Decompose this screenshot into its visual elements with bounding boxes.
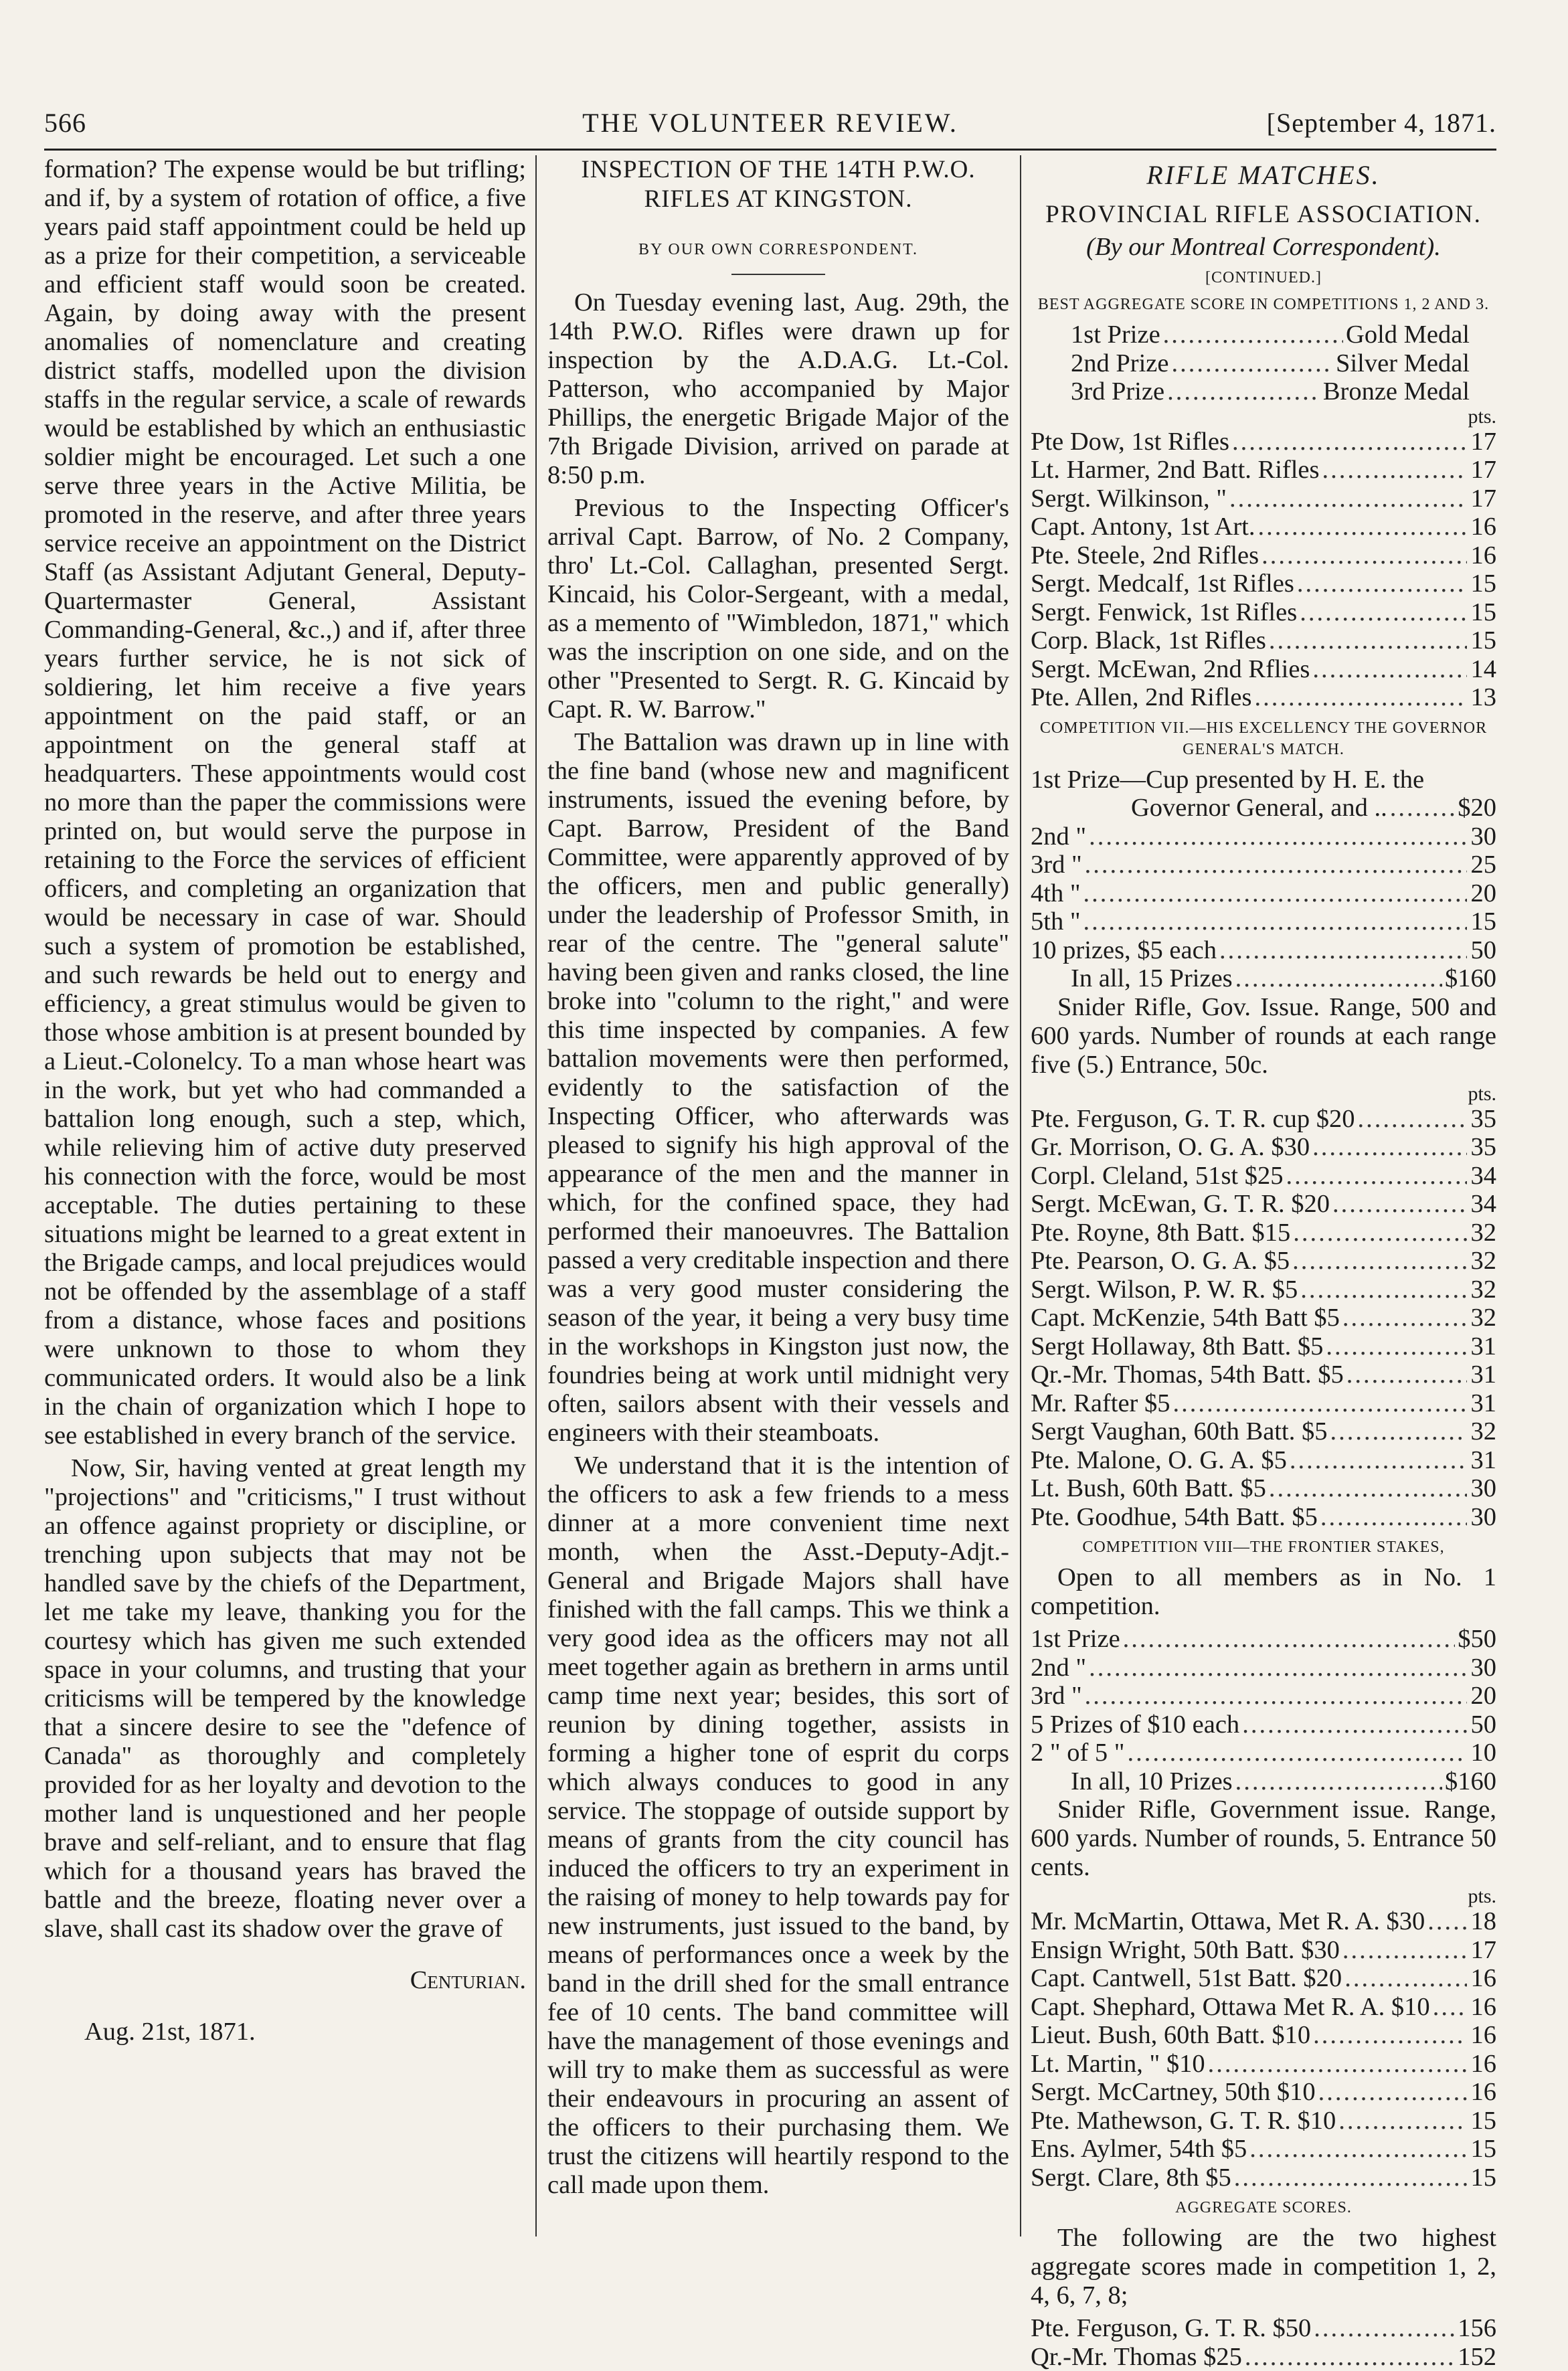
score-row: Pte Dow, 1st Rifles ..... 17: [1031, 428, 1496, 456]
prize-row: 5th " ..... 15: [1031, 907, 1496, 936]
comp8-total: In all, 10 Prizes ..... $160: [1031, 1767, 1496, 1796]
score-row: Pte. Ferguson, G. T. R. cup $20 ..... 35: [1031, 1105, 1496, 1134]
score-row: Qr.-Mr. Thomas $25 ..... 152: [1031, 2343, 1496, 2371]
score-row: Sergt. Fenwick, 1st Rifles ..... 15: [1031, 598, 1496, 627]
score-row: Sergt. McCartney, 50th $10 ..... 16: [1031, 2078, 1496, 2107]
article-paragraph: We understand that it is the intention of the officers to ask a few friends to a mess dinner at a more convenient time next month, when the Asst.-Deputy-Adjt.-General and Brigade Majors shall have finished with the fall camps. This we think a very good idea as the officers may not all meet together again as brethern in arms until camp time next year; besides, this sort of reunion by dining together, assists in forming a higher tone of esprit du corps which always conduces to good in any service. The stoppage of outside support by means of grants from the city council has induced the officers to try an experiment in the raising of money to help towards pay for new instruments, just issued to the band, by means of performances once a week by the band in the drill shed for the small entrance fee of 10 cents. The band committee will have the management of those evenings and will try to make them as successful as were their endeavours in procuring an assent of the officers to their purchasing them. We trust the citizens will heartily respond to the call made upon them.: [547, 1452, 1009, 2200]
letter-dateline: Aug. 21st, 1871.: [84, 2018, 526, 2046]
comp7-total: In all, 15 Prizes ..... $160: [1031, 964, 1496, 993]
best-aggregate-heading: BEST AGGREGATE SCORE IN COMPETITIONS 1, 2 AND 3.: [1031, 294, 1496, 315]
score-row: Qr.-Mr. Thomas, 54th Batt. $5 ..... 31: [1031, 1360, 1496, 1389]
score-row: Mr. Rafter $5 ..... 31: [1031, 1389, 1496, 1418]
article-paragraph: On Tuesday evening last, Aug. 29th, the 14th P.W.O. Rifles were drawn up for inspection by the A.D.A.G. Lt.-Col. Patterson, who accompanied by Major Phillips, the energetic Brigade Major of the 7th Brigade Division, arrived on parade at 8:50 p.m.: [547, 288, 1009, 490]
medal-list: [1031, 321, 1496, 406]
score-row: Pte. Pearson, O. G. A. $5 ..... 32: [1031, 1247, 1496, 1276]
article-byline: BY OUR OWN CORRESPONDENT.: [547, 236, 1009, 264]
header-rule: [44, 149, 1496, 151]
article-paragraph: Previous to the Inspecting Officer's arrival Capt. Barrow, of No. 2 Company, thro' Lt.-Col. Callaghan, presented Sergt. Kincaid, his Color-Sergeant, with a medal, as a memento of "Wimbledon, 1871," which was the inscription on one side, and on the other "Presented to Sergt. R. G. Kincaid by Capt. R. W. Barrow.": [547, 494, 1009, 724]
comp7-first-prize-cont: Governor General, and .. ..... $20: [1031, 794, 1496, 822]
comp7-prize-list: [1031, 822, 1496, 965]
score-row: Sergt Vaughan, 60th Batt. $5 ..... 32: [1031, 1417, 1496, 1446]
publication-title: THE VOLUNTEER REVIEW.: [44, 107, 1496, 139]
score-row: Lt. Harmer, 2nd Batt. Rifles ..... 17: [1031, 456, 1496, 485]
score-row: Sergt. Wilson, P. W. R. $5 ..... 32: [1031, 1276, 1496, 1304]
score-row: Pte. Steele, 2nd Rifles ..... 16: [1031, 541, 1496, 570]
article-title-line-2: RIFLES AT KINGSTON.: [547, 185, 1009, 214]
letter-signature: Centurian.: [44, 1966, 526, 1995]
pts-label: pts.: [1031, 1083, 1496, 1105]
score-row: Pte. Malone, O. G. A. $5 ..... 31: [1031, 1446, 1496, 1475]
aggregate-final-list: [1031, 2314, 1496, 2371]
pts-label: pts.: [1031, 406, 1496, 428]
byline-rule: [731, 274, 825, 275]
score-row: Capt. Antony, 1st Art. ..... 16: [1031, 513, 1496, 541]
score-row: Lt. Martin, " $10 ..... 16: [1031, 2050, 1496, 2079]
prize-row: 3rd " ..... 20: [1031, 1682, 1496, 1710]
score-row: Pte. Allen, 2nd Rifles ..... 13: [1031, 683, 1496, 712]
score-row: Pte. Royne, 8th Batt. $15 ..... 32: [1031, 1219, 1496, 1247]
comp8-prize-list: [1031, 1625, 1496, 1767]
issue-date: [September 4, 1871.: [1267, 107, 1496, 139]
score-row: Ens. Aylmer, 54th $5 ..... 15: [1031, 2135, 1496, 2164]
score-row: Lieut. Bush, 60th Batt. $10 ..... 16: [1031, 2021, 1496, 2050]
column-divider-2: [1020, 155, 1021, 2236]
rifle-matches-title: RIFLE MATCHES.: [1031, 161, 1496, 189]
competition-8-heading: COMPETITION VIII—THE FRONTIER STAKES,: [1031, 1536, 1496, 1558]
score-row: Gr. Morrison, O. G. A. $30 ..... 35: [1031, 1133, 1496, 1162]
score-row: Ensign Wright, 50th Batt. $30 ..... 17: [1031, 1936, 1496, 1965]
comp8-description: Snider Rifle, Government issue. Range, 600 yards. Number of rounds, 5. Entrance 50 cents.: [1031, 1795, 1496, 1882]
letter-paragraph: Now, Sir, having vented at great length my "projections" and "criticisms," I trust without an offence against propriety or discipline, or trenching upon subjects that may not be handled save by the chiefs of the Department, let me take my leave, thanking you for the courtesy which has given me such extended space in your columns, and trusting that your criticisms will be tempered by the knowledge that a sincere desire to see the "defence of Canada" as thoroughly and completely provided for as her loyalty and devotion to the mother land is unquestioned and her people brave and self-reliant, and to ensure that flag which for a thousand years has braved the battle and the breeze, floating never over a slave, shall cast its shadow over the grave of: [44, 1454, 526, 1943]
column-1-letter: [44, 155, 526, 2046]
column-2-inspection-article: [547, 155, 1009, 2204]
comp8-score-list: [1031, 1907, 1496, 2192]
score-row: Corpl. Cleland, 51st $25 ..... 34: [1031, 1162, 1496, 1191]
aggregate-score-list: [1031, 428, 1496, 712]
score-row: Capt. Shephard, Ottawa Met R. A. $10 ..... 16: [1031, 1993, 1496, 2022]
correspondent-line: (By our Montreal Correspondent).: [1031, 233, 1496, 262]
medal-row: 3rd Prize ..... Bronze Medal: [1071, 377, 1470, 406]
comp8-open-note: Open to all members as in No. 1 competition.: [1031, 1563, 1496, 1621]
prize-row: 10 prizes, $5 each ..... 50: [1031, 936, 1496, 965]
letter-paragraph: formation? The expense would be but trifling; and if, by a system of rotation of office, a five years paid staff appointment could be held up as a prize for their competition, a serviceable and efficient staff would soon be created. Again, by doing away with the present anomalies of nomenclature and creating district staffs, modelled upon the division staffs in the regular service, a scale of rewards would be established by which an enthusiastic soldier might be encouraged. Let such a one serve three years in the Active Militia, be promoted in the reserve, and after three years service receive an appointment on the District Staff (as Assistant Adjutant General, Deputy-Quartermaster General, Assistant Commanding-General, &c.,) and if, after three years further service, he is not sick of soldiering, let him receive a five years appointment on the paid staff, or an appointment on the general staff at headquarters. These appointments would cost no more than the paper the commissions were printed on, but would serve the purpose in retaining to the Force the services of efficient officers, and completing an organization that would be necessary in case of war. Should such a system of promotion be established, and such rewards be held out to energy and efficiency, a great stimulus would be given to those whose ambition is at present bounded by a Lieut.-Colonelcy. To a man whose heart was in the work, but yet who had commanded a battalion long enough, such a step, which, while relieving him of active duty preserved his connection with the force, would be most acceptable. The duties pertaining to these situations might be learned to a great extent in the Brigade camps, and local prejudices would not be offended by the assemblage of a staff from a distance, whose faces and positions were unknown to those to whom they communicated orders. It would also be a link in the chain of organization which I hope to see established in every branch of the service.: [44, 155, 526, 1450]
score-row: Capt. Cantwell, 51st Batt. $20 ..... 16: [1031, 1964, 1496, 1993]
association-title: PROVINCIAL RIFLE ASSOCIATION.: [1031, 200, 1496, 229]
aggregate-description: The following are the two highest aggregate scores made in competition 1, 2, 4, 6, 7, 8;: [1031, 2224, 1496, 2310]
score-row: Sergt. McEwan, G. T. R. $20 ..... 34: [1031, 1190, 1496, 1219]
article-paragraph: The Battalion was drawn up in line with the fine band (whose new and magnificent instruments, issued the evening before, by Capt. Barrow, President of the Band Committee, were apparently approved of by the officers, men and public generally) under the leadership of Professor Smith, in rear of the centre. The "general salute" having been given and ranks closed, the line broke into "column to the right," and were this time inspected by companies. A few battalion movements were then performed, evidently to the satisfaction of the Inspecting Officer, who afterwards was pleased to signify his high approval of the appearance of the men and the manner in which, for the confined space, they had performed their manoeuvres. The Battalion passed a very creditable inspection and there was a very good muster considering the season of the year, it being a very busy time in the workshops in Kingston just now, the foundries being at work until midnight very often, sailors absent with their vessels and engineers with their steamboats.: [547, 728, 1009, 1447]
prize-row: 2 " of 5 " ..... 10: [1031, 1739, 1496, 1767]
score-row: Mr. McMartin, Ottawa, Met R. A. $30 ..... 18: [1031, 1907, 1496, 1936]
page-header: [44, 100, 1496, 147]
score-row: Corp. Black, 1st Rifles ..... 15: [1031, 626, 1496, 655]
column-3-rifle-matches: [1031, 155, 1496, 2371]
prize-row: 4th " ..... 20: [1031, 879, 1496, 908]
score-row: Sergt. Wilkinson, " ..... 17: [1031, 485, 1496, 513]
comp7-score-list: [1031, 1105, 1496, 1532]
score-row: Pte. Goodhue, 54th Batt. $5 ..... 30: [1031, 1503, 1496, 1532]
score-row: Sergt. Clare, 8th $5 ..... 15: [1031, 2164, 1496, 2192]
score-row: Sergt. McEwan, 2nd Rflies ..... 14: [1031, 655, 1496, 684]
prize-row: 5 Prizes of $10 each ..... 50: [1031, 1710, 1496, 1739]
score-row: Lt. Bush, 60th Batt. $5 ..... 30: [1031, 1474, 1496, 1503]
prize-row: 2nd " ..... 30: [1031, 822, 1496, 851]
aggregate-scores-heading: AGGREGATE SCORES.: [1031, 2197, 1496, 2218]
score-row: Sergt Hollaway, 8th Batt. $5 ..... 31: [1031, 1332, 1496, 1361]
continued-label: [CONTINUED.]: [1031, 267, 1496, 288]
comp7-first-prize: 1st Prize—Cup presented by H. E. the: [1031, 766, 1496, 794]
medal-row: 2nd Prize ..... Silver Medal: [1071, 349, 1470, 378]
score-row: Pte. Mathewson, G. T. R. $10 ..... 15: [1031, 2107, 1496, 2135]
pts-label: pts.: [1031, 1886, 1496, 1907]
prize-row: 3rd " ..... 25: [1031, 851, 1496, 879]
competition-7-heading: COMPETITION VII.—HIS EXCELLENCY THE GOVERNOR GENERAL'S MATCH.: [1031, 717, 1496, 760]
score-row: Pte. Ferguson, G. T. R. $50 ..... 156: [1031, 2314, 1496, 2343]
medal-row: 1st Prize ..... Gold Medal: [1071, 321, 1470, 349]
score-row: Capt. McKenzie, 54th Batt $5 ..... 32: [1031, 1304, 1496, 1332]
comp7-description: Snider Rifle, Gov. Issue. Range, 500 and 600 yards. Number of rounds at each range five (5.) Entrance, 50c.: [1031, 993, 1496, 1079]
prize-row: 2nd " ..... 30: [1031, 1654, 1496, 1682]
score-row: Sergt. Medcalf, 1st Rifles ..... 15: [1031, 569, 1496, 598]
page-number: 566: [44, 107, 86, 139]
prize-row: 1st Prize ..... $50: [1031, 1625, 1496, 1654]
column-divider-1: [535, 155, 537, 2236]
article-title-line-1: INSPECTION OF THE 14TH P.W.O.: [547, 155, 1009, 185]
